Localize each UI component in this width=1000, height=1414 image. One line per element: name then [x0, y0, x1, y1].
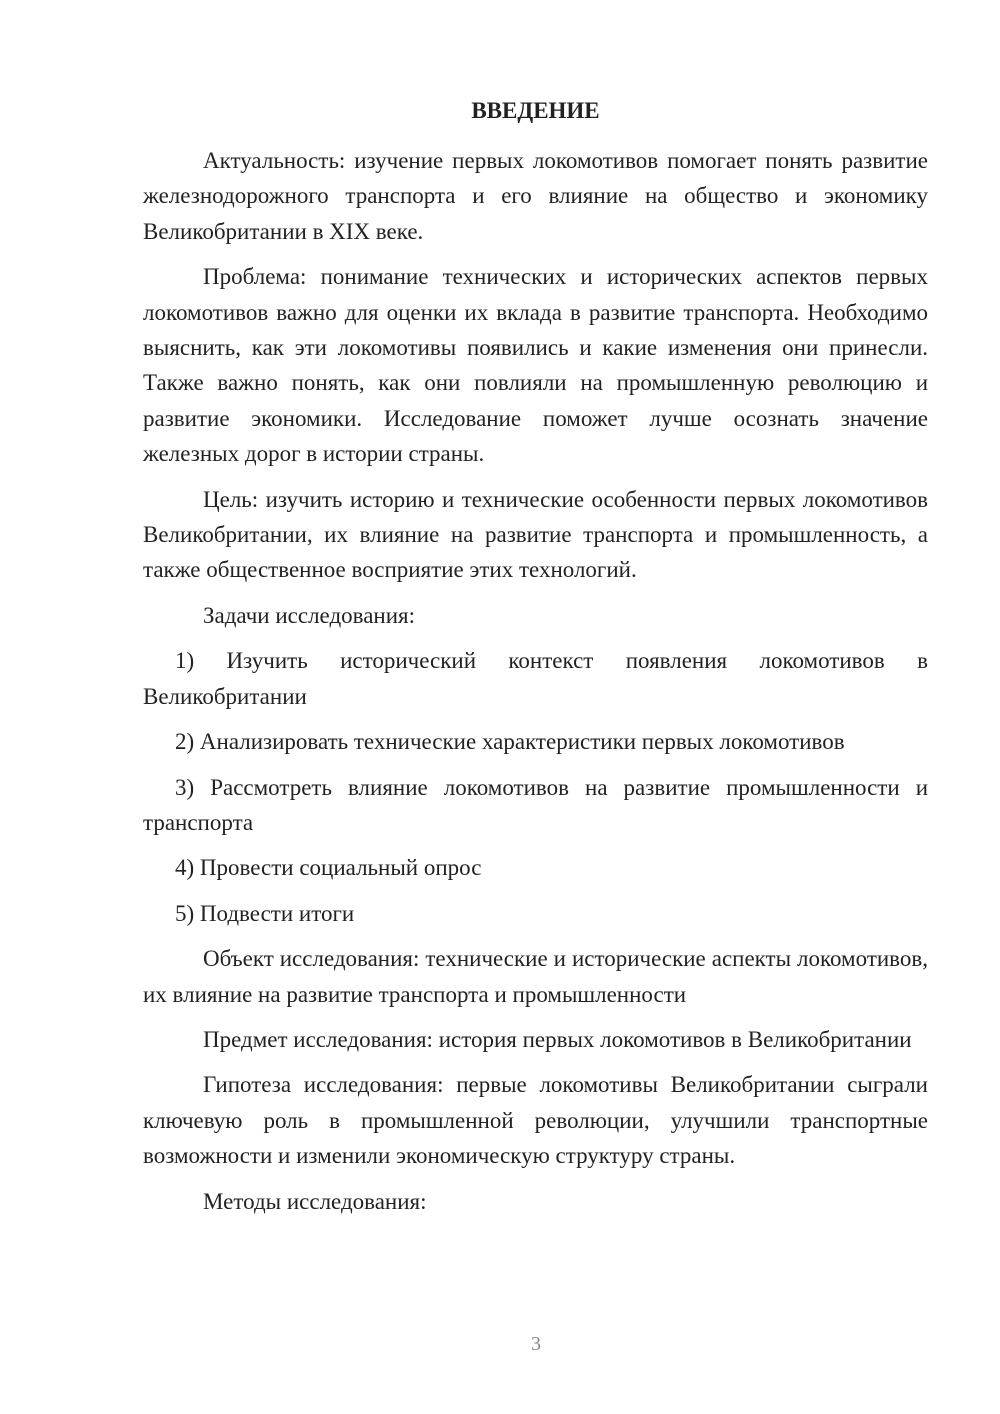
methods-heading: Методы исследования: — [203, 1188, 427, 1214]
hypothesis-paragraph: Гипотеза исследования: первые локомотивы Великобритании сыграли ключевую роль в промышленной революции, улучшили транспортные возможности и изменили экономическую структуру страны. — [143, 1072, 928, 1169]
object-paragraph: Объект исследования: технические и исторические аспекты локомотивов, их влияние на развитие транспорта и промышленности — [143, 946, 928, 1007]
tasks-heading: Задачи исследования: — [203, 602, 416, 628]
problem-paragraph: Проблема: понимание технических и исторических аспектов первых локомотивов важно для оценки их вклада в развитие транспорта. Необходимо выяснить, как эти локомотивы появились и какие изменения они принесли. Также важно понять, как они повлияли на промышленную революцию и развитие экономики. Исследование поможет лучше осознать значение железных дорог в истории страны. — [143, 264, 928, 467]
goal-paragraph: Цель: изучить историю и технические особенности первых локомотивов Великобритании, их влияние на развитие транспорта и промышленность, а также общественное восприятие этих технологий. — [143, 486, 928, 583]
subject-paragraph: Предмет исследования: история первых локомотивов в Великобритании — [203, 1026, 912, 1052]
task-item-1: 1) Изучить исторический контекст появления локомотивов в Великобритании — [143, 648, 928, 709]
task-item-4: 4) Провести социальный опрос — [175, 855, 482, 881]
relevance-paragraph: Актуальность: изучение первых локомотивов помогает понять развитие железнодорожного транспорта и его влияние на общество и экономику Великобритании в XIX веке. — [143, 148, 928, 244]
task-item-2: 2) Анализировать технические характеристики первых локомотивов — [175, 729, 845, 755]
page-number: 3 — [531, 1333, 541, 1355]
task-item-3: 3) Рассмотреть влияние локомотивов на развитие промышленности и транспорта — [143, 774, 928, 835]
page-title: ВВЕДЕНИЕ — [471, 98, 600, 123]
document-body — [143, 143, 928, 1219]
task-item-5: 5) Подвести итоги — [175, 900, 355, 926]
